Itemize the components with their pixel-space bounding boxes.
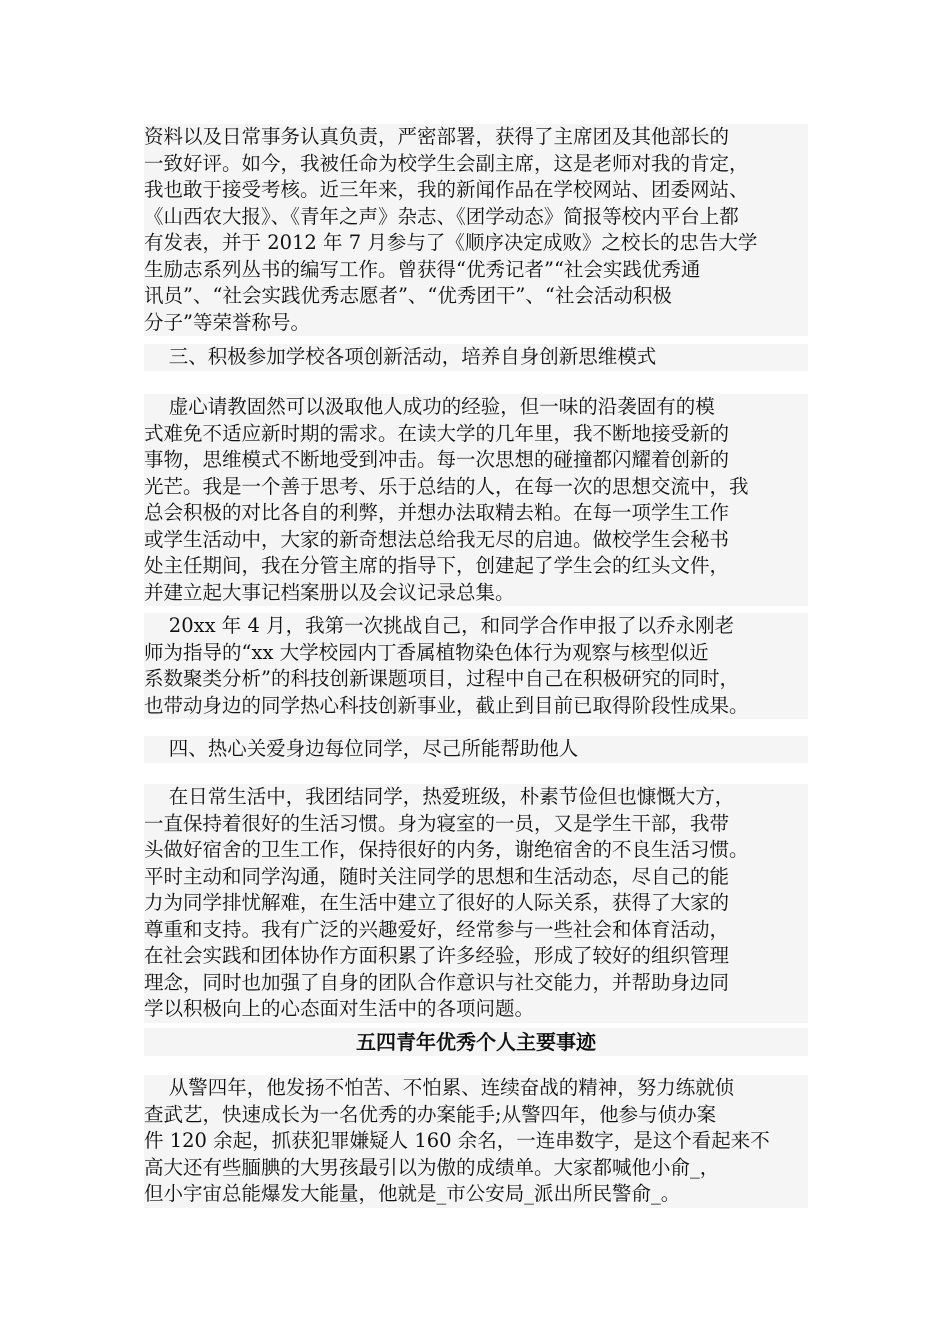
text-line: 师为指导的“xx 大学校园内丁香属植物染色体行为观察与核型似近 xyxy=(144,640,709,664)
text-line: 件 120 余起，抓获犯罪嫌疑人 160 余名，一连串数字，是这个看起来不 xyxy=(144,1129,770,1152)
text-line: 讯员”、“社会实践优秀志愿者”、“优秀团干”、“社会活动积极 xyxy=(144,284,672,307)
text-line: 系数聚类分析”的科技创新课题项目，过程中自己在积极研究的同时， xyxy=(144,667,739,690)
text-line: 有发表，并于 2012 年 7 月参与了《顺序决定成败》之校长的忠告大学 xyxy=(144,231,758,254)
text-line: 在日常生活中，我团结同学，热爱班级，朴素节俭但也慷慨大方， xyxy=(144,785,735,808)
text-line: 资料以及日常事务认真负责，严密部署，获得了主席团及其他部长的 xyxy=(144,125,730,148)
text-line: 事物，思维模式不断地受到冲击。每一次思想的碰撞都闪耀着创新的 xyxy=(144,448,730,471)
text-line: 虚心请教固然可以汲取他人成功的经验，但一味的沿袭固有的模 xyxy=(144,395,715,418)
text-line: 总会积极的对比各自的利弊，并想办法取精去粕。在每一项学生工作 xyxy=(144,501,730,524)
text-line: 在社会实践和团体协作方面积累了许多经验，形成了较好的组织管理 xyxy=(144,944,730,967)
text-line: 但小宇宙总能爆发大能量，他就是_市公安局_派出所民警俞_。 xyxy=(144,1182,681,1205)
text-line: 查武艺，快速成长为一名优秀的办案能手;从警四年，他参与侦办案 xyxy=(144,1102,717,1126)
text-line: 头做好宿舍的卫生工作，保持很好的内务，谢绝宿舍的不良生活习惯。 xyxy=(144,838,749,861)
heading-text: 四、热心关爱身边每位同学，尽己所能帮助他人 xyxy=(144,737,579,760)
text-line: 力为同学排忧解难，在生活中建立了很好的人际关系，获得了大家的 xyxy=(144,891,730,914)
section-heading-4 xyxy=(144,736,808,763)
article-title: 五四青年优秀个人主要事迹 xyxy=(144,1028,808,1056)
paragraph-5 xyxy=(144,1075,808,1208)
text-line: 理念，同时也加强了自身的团队合作意识与社交能力，并帮助身边同 xyxy=(144,970,730,994)
text-line: 《山西农大报》、《青年之声》杂志、《团学动态》简报等校内平台上都 xyxy=(144,204,739,228)
section-heading-3 xyxy=(144,344,808,371)
text-line: 也带动身边的同学热心科技创新事业，截止到目前已取得阶段性成果。 xyxy=(144,693,749,717)
paragraph-2 xyxy=(144,394,808,606)
text-line: 式难免不适应新时期的需求。在读大学的几年里，我不断地接受新的 xyxy=(144,421,730,445)
text-line: 分子”等荣誉称号。 xyxy=(144,310,310,334)
text-line: 一致好评。如今，我被任命为校学生会副主席，这是老师对我的肯定， xyxy=(144,151,749,175)
text-line: 从警四年，他发扬不怕苦、不怕累、连续奋战的精神，努力练就侦 xyxy=(144,1076,735,1099)
text-line: 或学生活动中，大家的新奇想法总给我无尽的启迪。做校学生会秘书 xyxy=(144,527,730,551)
heading-text: 三、积极参加学校各项创新活动，培养自身创新思维模式 xyxy=(144,345,657,368)
text-line: 平时主动和同学沟通，随时关注同学的思想和生活动态，尽自己的能 xyxy=(144,864,730,888)
text-line: 并建立起大事记档案册以及会议记录总集。 xyxy=(144,580,515,604)
text-line: 生励志系列丛书的编写工作。曾获得“优秀记者”“社会实践优秀通 xyxy=(144,257,701,281)
text-line: 处主任期间，我在分管主席的指导下，创建起了学生会的红头文件， xyxy=(144,554,730,577)
text-line: 我也敢于接受考核。近三年来，我的新闻作品在学校网站、团委网站、 xyxy=(144,178,749,201)
paragraph-1 xyxy=(144,124,808,336)
text-line: 学以积极向上的心态面对生活中的各项问题。 xyxy=(144,997,535,1020)
text-line: 20xx 年 4 月，我第一次挑战自己，和同学合作申报了以乔永刚老 xyxy=(144,614,735,637)
text-line: 光芒。我是一个善于思考、乐于总结的人，在每一次的思想交流中，我 xyxy=(144,474,749,498)
paragraph-3 xyxy=(144,613,808,719)
paragraph-4 xyxy=(144,784,808,1023)
text-line: 高大还有些腼腆的大男孩最引以为傲的成绩单。大家都喊他小俞_， xyxy=(144,1155,720,1179)
text-line: 一直保持着很好的生活习惯。身为寝室的一员，又是学生干部，我带 xyxy=(144,811,730,835)
text-line: 尊重和支持。我有广泛的兴趣爱好，经常参与一些社会和体育活动， xyxy=(144,917,730,941)
